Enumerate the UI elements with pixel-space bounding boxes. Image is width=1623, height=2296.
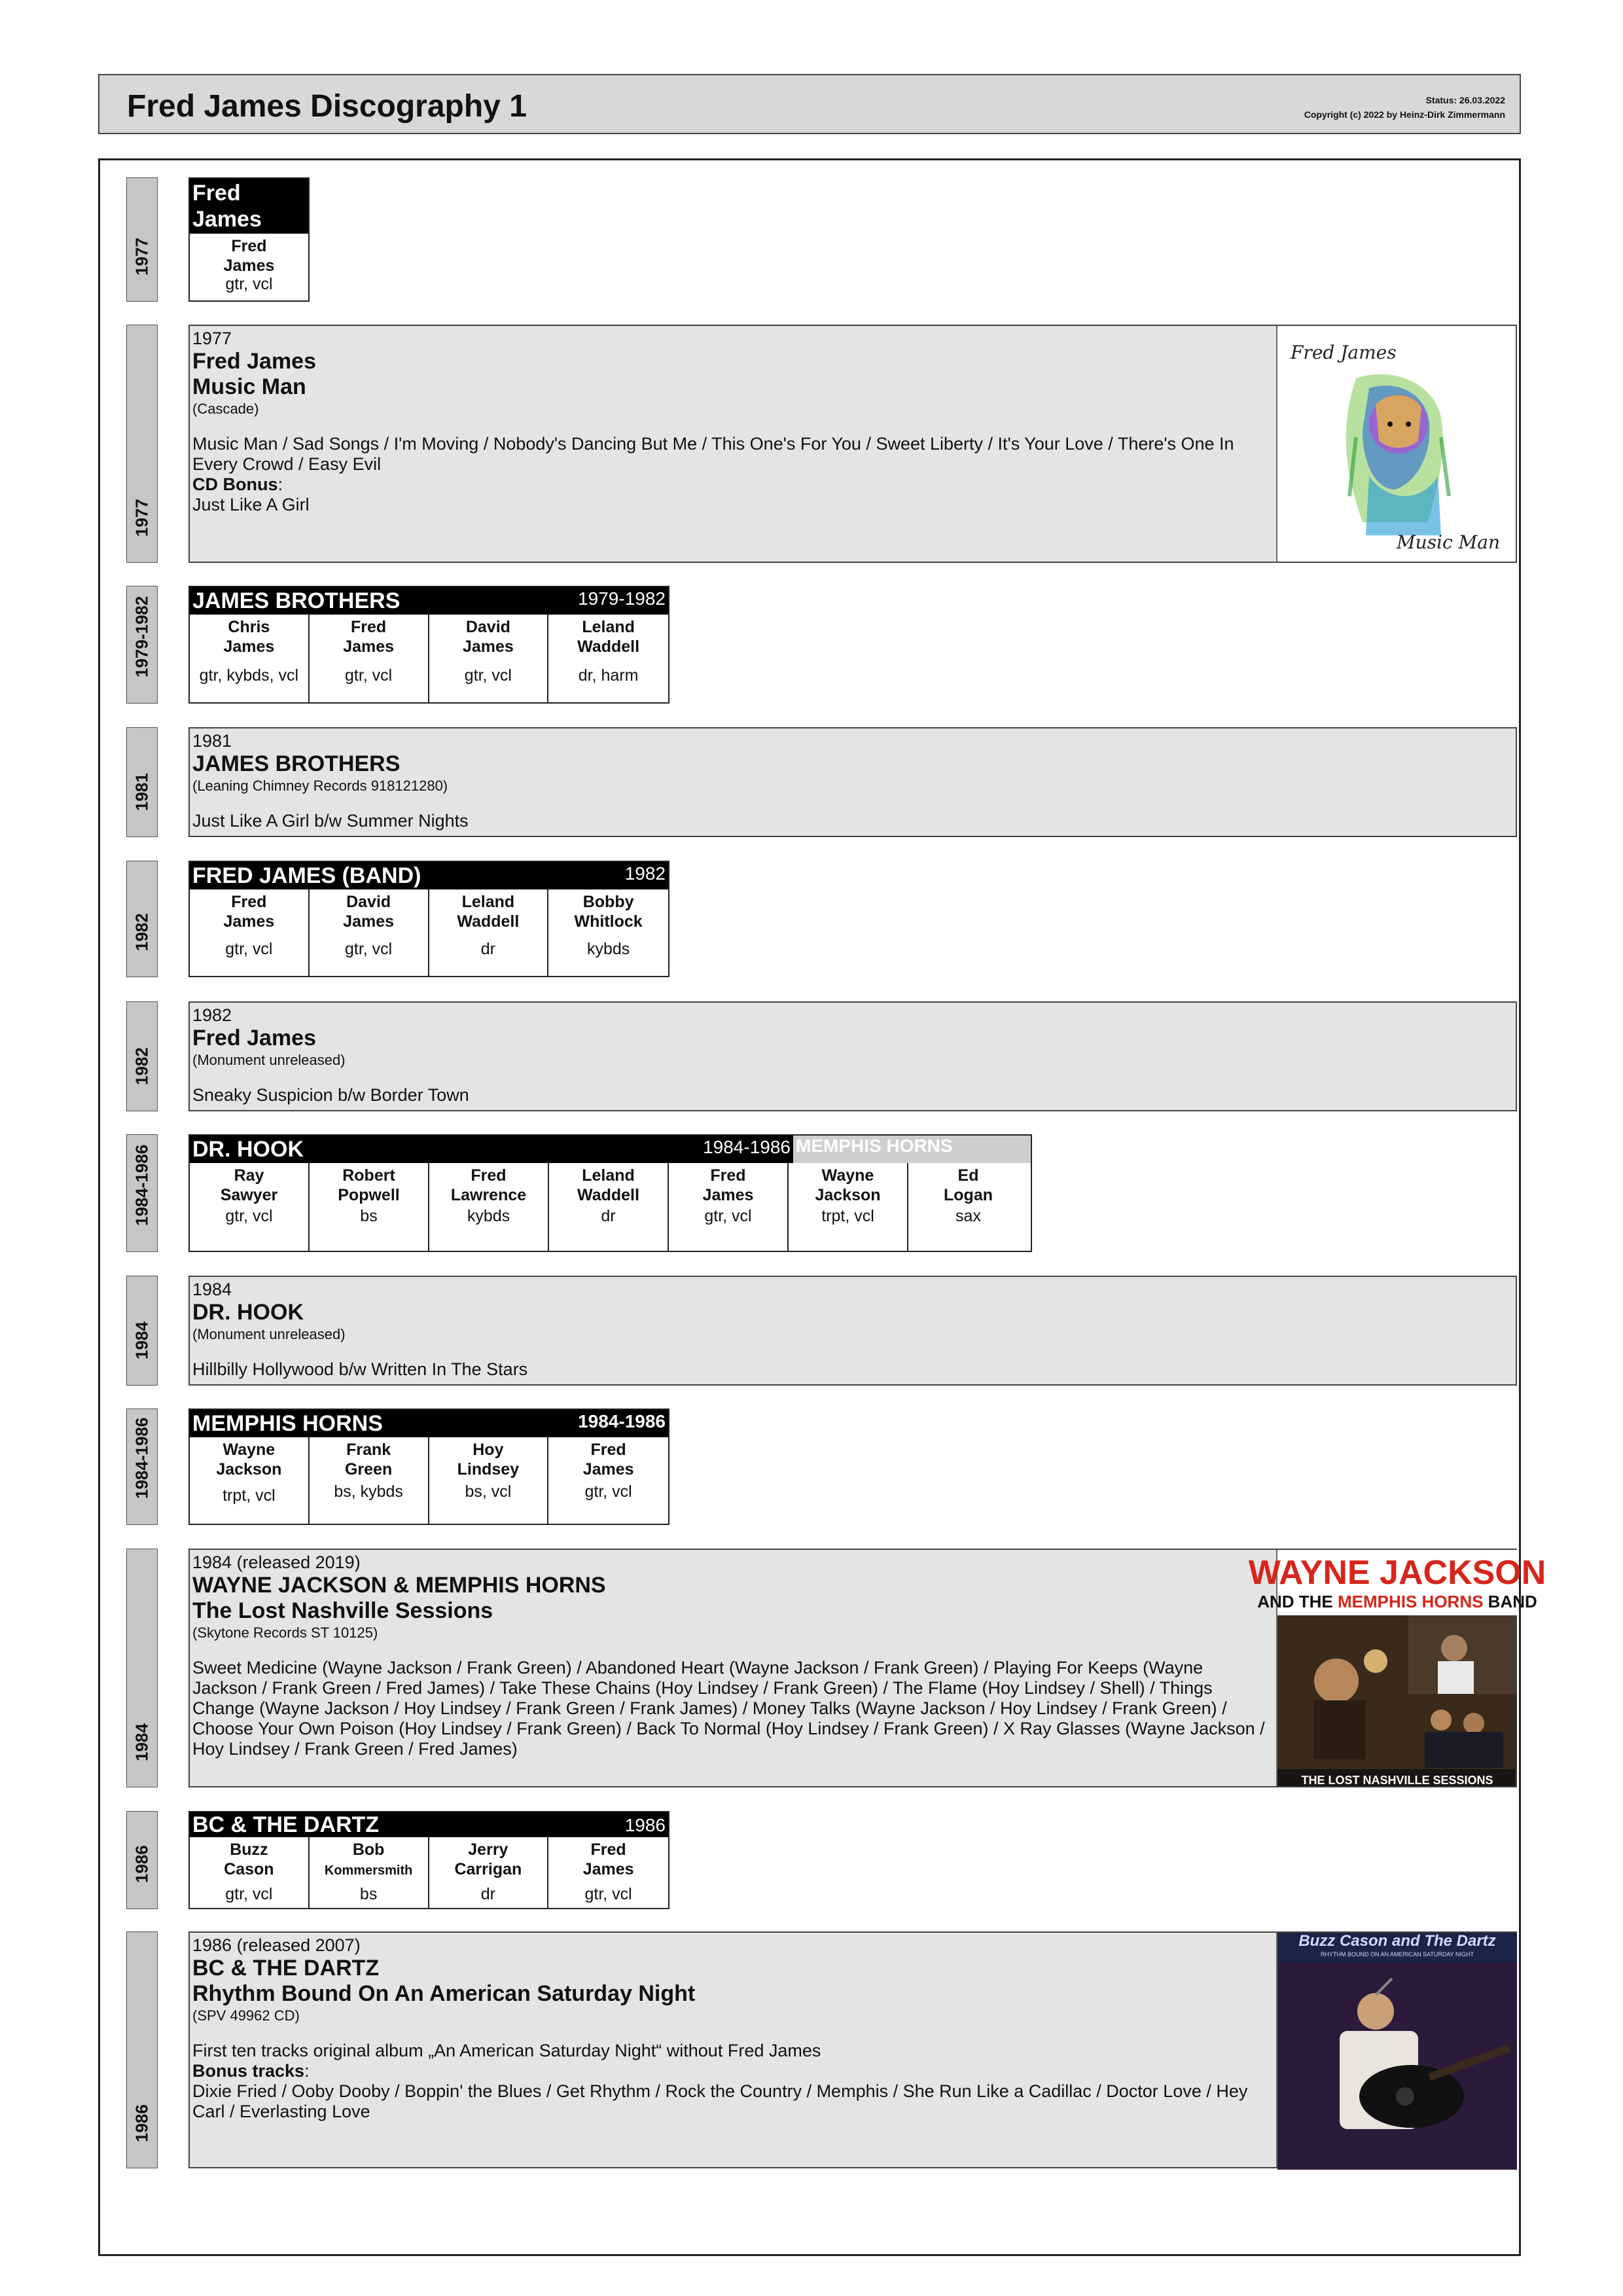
year-tab: 1981 bbox=[126, 727, 158, 837]
portrait-illustration bbox=[1346, 374, 1449, 535]
member-cell: Chris James gtr, kybds, vcl bbox=[190, 615, 310, 702]
year-tab: 1986 bbox=[126, 1811, 158, 1909]
year-tab: 1984-1986 bbox=[126, 1134, 158, 1252]
member-cell: Leland Waddell dr bbox=[429, 889, 549, 976]
cover-title-text: Buzz Cason and The Dartz bbox=[1298, 1932, 1496, 1950]
lineup-bc-dartz bbox=[188, 1811, 669, 1909]
member-cell: Jerry Carrigan dr bbox=[429, 1837, 549, 1908]
performer-photo bbox=[1277, 1962, 1517, 2170]
member-cell: Fred James gtr, vcl bbox=[190, 889, 310, 976]
lineup-header: JAMES BROTHERS 1979-1982 bbox=[190, 587, 668, 615]
year-tab: 1984 bbox=[126, 1276, 158, 1386]
member-cell: Bob Kommersmith bs bbox=[310, 1837, 429, 1908]
member-cell: Fred James gtr, vcl bbox=[582, 1441, 634, 1501]
member-cell: Fred James gtr, vcl bbox=[669, 1163, 789, 1251]
lineup-dr-hook bbox=[188, 1134, 1032, 1252]
member-cell: Leland Waddell dr bbox=[549, 1163, 669, 1251]
lineup-header: BC & THE DARTZ 1986 bbox=[190, 1812, 668, 1837]
member-cell: David James gtr, vcl bbox=[429, 615, 549, 702]
page-header bbox=[98, 74, 1521, 134]
year-tab: 1986 bbox=[126, 1931, 158, 2168]
year-tab: 1977 bbox=[126, 325, 158, 563]
cover-artist-text: Fred James bbox=[1291, 342, 1397, 363]
lineup-header: MEMPHIS HORNS 1984-1986 bbox=[190, 1410, 668, 1437]
cover-caption-text: THE LOST NASHVILLE SESSIONS bbox=[1301, 1774, 1493, 1787]
release-fred-james-single: 1982 Fred James (Monument unreleased) Sneaky Suspicion b/w Border Town bbox=[188, 1001, 1517, 1111]
member-cell: Robert Popwell bs bbox=[310, 1163, 429, 1251]
year-tab: 1984-1986 bbox=[126, 1408, 158, 1525]
cover-subtitle-text: AND THE MEMPHIS HORNS BAND bbox=[1257, 1592, 1537, 1611]
member-cell: Wayne Jackson trpt, vcl bbox=[789, 1163, 908, 1251]
sub-band-strip: MEMPHIS HORNS bbox=[793, 1136, 1031, 1163]
album-cover bbox=[1276, 1933, 1516, 2167]
member-cell: Wayne Jackson trpt, vcl bbox=[190, 1437, 310, 1524]
year-tab: 1982 bbox=[126, 861, 158, 977]
lineup-fred-james-band bbox=[188, 861, 669, 977]
lineup-header: DR. HOOK 1984-1986 bbox=[190, 1136, 793, 1163]
year-tab: 1979-1982 bbox=[126, 586, 158, 704]
member-cell: Leland Waddell dr, harm bbox=[577, 618, 640, 685]
cover-title-text: Music Man bbox=[1396, 531, 1500, 553]
member-cell: David James gtr, vcl bbox=[310, 889, 429, 976]
release-rhythm-bound: 1986 (released 2007) BC & THE DARTZ Rhythm Bound On An American Saturday Night (SPV 49962 CD) First ten tracks original album „An American Saturday Night“ without Fred James Bonus tracks: Dixie Fried / Ooby Dooby / Boppin' the Blues / Get Rhythm / Rock the Country / Memphis / She Run Like a Cadillac / Doctor Love / Hey Carl / Everlasting Love Buzz Cason and The Dartz RHYTHM BOUND ON AN AMERICAN SATURDAY NIGHT bbox=[188, 1931, 1517, 2168]
lineup-header: Fred James bbox=[190, 179, 308, 234]
release-music-man: 1977 Fred James Music Man (Cascade) Music Man / Sad Songs / I'm Moving / Nobody's Dancing But Me / This One's For You / Sweet Liberty / It's Your Love / There's One In Every Crowd / Easy Evil CD Bonus: Just Like A Girl Fred James Music Man bbox=[188, 325, 1517, 563]
album-cover bbox=[1248, 1550, 1546, 1787]
year-tab: 1984 bbox=[126, 1549, 158, 1787]
cover-subtitle-text: RHYTHM BOUND ON AN AMERICAN SATURDAY NIGHT bbox=[1320, 1951, 1474, 1958]
lineup-james-brothers bbox=[188, 586, 669, 704]
status-date: Status: 26.03.2022 bbox=[1425, 95, 1505, 105]
copyright-notice: Copyright (c) 2022 by Heinz-Dirk Zimmermann bbox=[1304, 109, 1505, 120]
member-cell: Fred James gtr, vcl bbox=[223, 237, 275, 293]
lineup-fred-james bbox=[188, 177, 310, 302]
member-cell: Hoy Lindsey bs, vcl bbox=[429, 1437, 549, 1524]
member-cell: Frank Green bs, kybds bbox=[310, 1437, 429, 1524]
release-james-brothers-single: 1981 JAMES BROTHERS (Leaning Chimney Records 918121280) Just Like A Girl b/w Summer Nights bbox=[188, 727, 1517, 837]
year-tab: 1977 bbox=[126, 177, 158, 302]
lineup-header: FRED JAMES (BAND) 1982 bbox=[190, 862, 668, 889]
cover-title-text: WAYNE JACKSON bbox=[1248, 1554, 1546, 1592]
lineup-memphis-horns bbox=[188, 1408, 669, 1525]
band-photo bbox=[1277, 1615, 1517, 1769]
member-cell: Ray Sawyer gtr, vcl bbox=[190, 1163, 310, 1251]
member-cell: Fred James gtr, vcl bbox=[310, 615, 429, 702]
release-dr-hook-single: 1984 DR. HOOK (Monument unreleased) Hillbilly Hollywood b/w Written In The Stars bbox=[188, 1276, 1517, 1386]
year-tab: 1982 bbox=[126, 1001, 158, 1111]
member-cell: Ed Logan sax bbox=[944, 1166, 993, 1225]
member-cell: Bobby Whitlock kybds bbox=[574, 893, 643, 958]
release-lost-nashville-sessions: 1984 (released 2019) WAYNE JACKSON & MEMPHIS HORNS The Lost Nashville Sessions (Skytone Records ST 10125) Sweet Medicine (Wayne Jackson / Frank Green) / Abandoned Heart (Wayne Jackson / Frank Green) / Playing For Keeps (Wayne Jackson / Frank Green / Fred James) / Take These Chains (Hoy Lindsey / Frank Green) / The Flame (Hoy Lindsey / Shell) / Things Change (Wayne Jackson / Hoy Lindsey / Frank Green / Frank James) / Money Talks (Wayne Jackson / Hoy Lindsey / Frank Green) / Choose Your Own Poison (Hoy Lindsey / Frank Green) / Back To Normal (Hoy Lindsey / Frank Green) / X Ray Glasses (Wayne Jackson / Hoy Lindsey / Frank Green / Fred James) WAYNE JACKSON AND THE MEMPHIS HORNS BAND THE LOST NASHVILLE SESSIONS bbox=[188, 1549, 1517, 1787]
member-cell: Fred James gtr, vcl bbox=[582, 1840, 634, 1903]
member-cell: Fred Lawrence kybds bbox=[429, 1163, 549, 1251]
member-cell: Buzz Cason gtr, vcl bbox=[190, 1837, 310, 1908]
page-title: Fred James Discography 1 bbox=[127, 89, 527, 124]
album-cover bbox=[1276, 326, 1516, 562]
